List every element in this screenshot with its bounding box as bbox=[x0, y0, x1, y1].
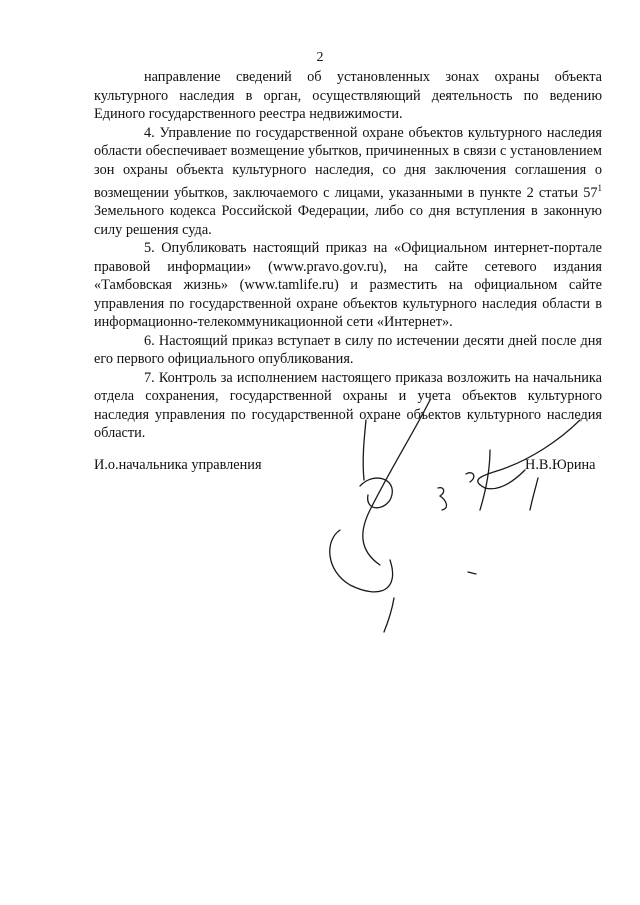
paragraph-6: 6. Настоящий приказ вступает в силу по истечении десяти дней после дня его первого официального опубликования. bbox=[94, 332, 602, 368]
paragraph-7: 7. Контроль за исполнением настоящего приказа возложить на начальника отдела сохранения, государственной охраны и учета объектов культурного наследия управления по государственной охране объектов культурного наследия области. bbox=[94, 369, 602, 442]
paragraph-4-text: 4. Управление по государственной охране объектов культурного наследия области обеспечивает возмещение убытков, причиненных в связи с установлением зон охраны объекта культурного наследия, со дня заключения соглашения о возмещении убытков, заключаемого с лицами, указанными в пункте 2 статьи 57 bbox=[94, 124, 602, 201]
paragraph-continuation: направление сведений об установленных зонах охраны объекта культурного наследия в орган, осуществляющий деятельность по ведению Единого государственного реестра недвижимости. bbox=[94, 69, 602, 122]
signatory-title: И.о.начальника управления bbox=[94, 457, 262, 473]
paragraph-4 bbox=[94, 124, 602, 240]
document-body bbox=[94, 68, 602, 443]
signatory-name: Н.В.Юрина bbox=[525, 457, 596, 473]
paragraph-5: 5. Опубликовать настоящий приказ на «Официальном интернет-портале правовой информации» (www.pravo.gov.ru), на сайте сетевого издания «Тамбовская жизнь» (www.tamlife.ru) и разместить на официальном сайте управления по государственной охране объектов культурного наследия области в информационно-телекоммуникационной сети «Интернет». bbox=[94, 240, 602, 331]
page-number: 2 bbox=[316, 50, 324, 65]
handwritten-signature bbox=[320, 400, 580, 640]
paragraph-4-tail: Земельного кодекса Российской Федерации, либо со дня вступления в законную силу решения суда. bbox=[94, 203, 602, 238]
article-superscript: 1 bbox=[597, 183, 602, 193]
